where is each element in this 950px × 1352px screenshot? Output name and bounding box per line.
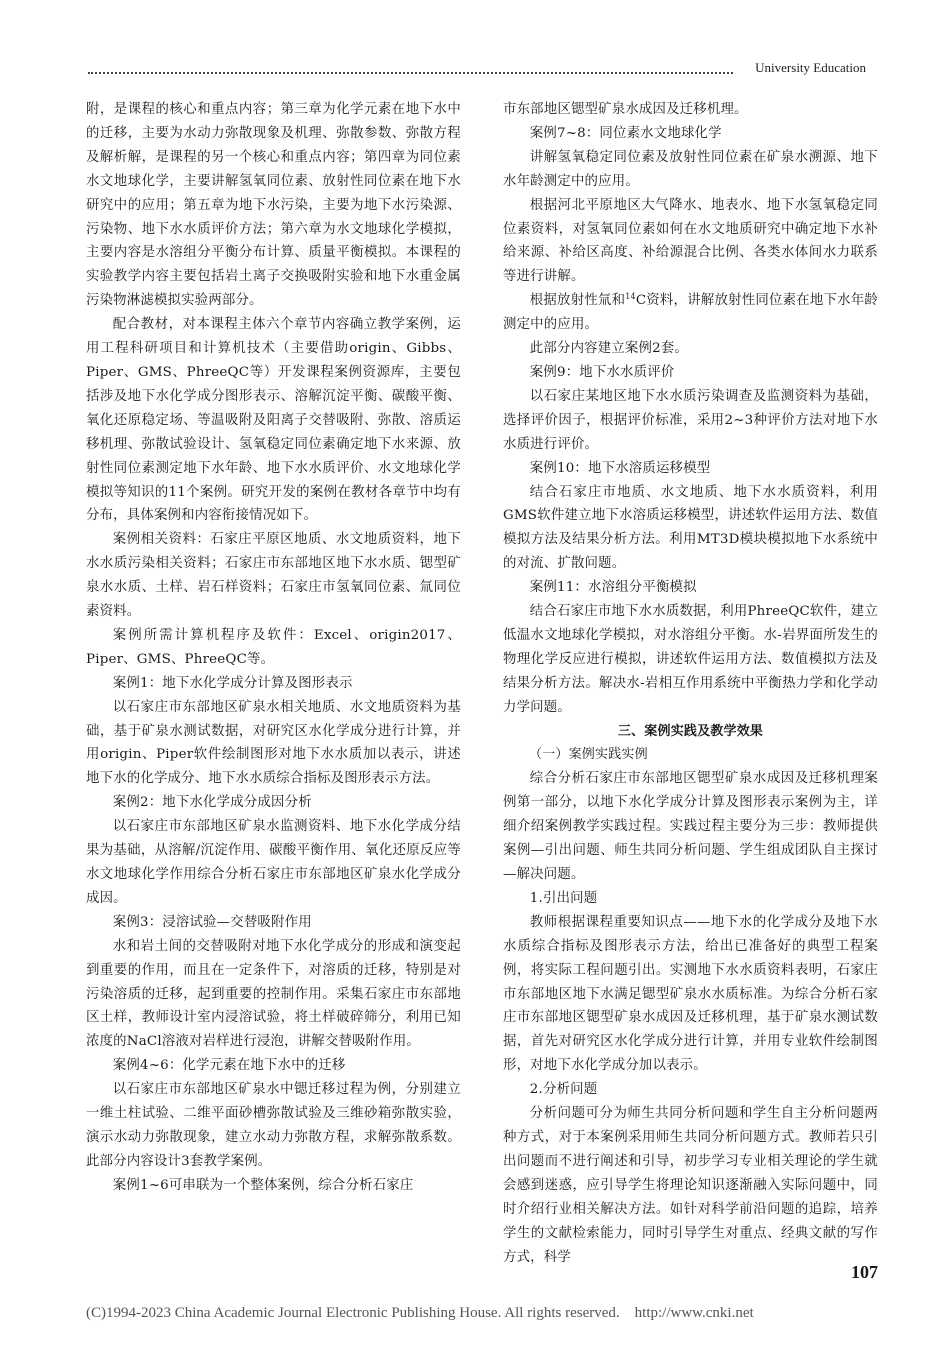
case-heading: 案例4~6：化学元素在地下水中的迁移 (112, 1058, 346, 1074)
paragraph: 结合石家庄市地质、水文地质、地下水水质资料，利用GMS软件建立地下水溶质运移模型，讲述软件运用方法、数值模拟方法及结果分析方法。利用MT3D模块模拟地下水系统中的对流、扩散问题。 (503, 484, 878, 572)
isotope-superscript: 14 (625, 292, 636, 302)
paragraph: 案例相关资料：石家庄平原区地质、水文地质资料，地下水水质污染相关资料；石家庄市东部地区地下水水质、锶型矿泉水水质、土样、岩石样资料；石家庄市氢氧同位素、氚同位素资料。 (86, 532, 461, 620)
case-heading: 案例11：水溶组分平衡模拟 (529, 580, 697, 596)
right-column (503, 98, 878, 1269)
paragraph: 案例所需计算机程序及软件：Excel、origin2017、Piper、GMS、PhreeQC等。 (86, 627, 461, 667)
paragraph: 根据河北平原地区大气降水、地表水、地下水氢氧稳定同位素资料，对氢氧同位素如何在水文地质研究中确定地下水补给来源、补给区高度、补给源混合比例、各类水体间水力联系等进行讲解。 (503, 197, 878, 285)
case-heading: 案例10：地下水溶质运移模型 (529, 460, 711, 476)
text-fragment: 根据放射性氚和 (529, 293, 626, 309)
paragraph: 附，是课程的核心和重点内容；第三章为化学元素在地下水中的迁移，主要为水动力弥散现象及机理、弥散参数、弥散方程及解析解，是课程的另一个核心和重点内容；第四章为同位素水文地球化学，主要讲解氢氧同位素、放射性同位素在地下水研究中的应用；第五章为地下水污染，主要为地下水污染源、污染物、地下水水质评价方法；第六章为水文地球化学模拟，主要内容是水溶组分平衡分布计算、质量平衡模拟。本课程的实验教学内容主要包括岩土离子交换吸附实验和地下水重金属污染物淋滤模拟实验两部分。 (86, 102, 461, 309)
paragraph: 讲解氢氧稳定同位素及放射性同位素在矿泉水溯源、地下水年龄测定中的应用。 (503, 149, 878, 189)
left-column (86, 98, 461, 1198)
page-number: 107 (851, 1262, 878, 1282)
paragraph: 结合石家庄市地下水水质数据，利用PhreeQC软件，建立低温水文地球化学模拟，对水溶组分平衡。水-岩界面所发生的物理化学反应进行模拟，讲述软件运用方法、数值模拟方法及结果分析方法。解决水-岩相互作用系统中平衡热力学和化学动力学问题。 (503, 604, 878, 715)
copyright-text: (C)1994-2023 China Academic Journal Electronic Publishing House. All rights reserved. (86, 1305, 620, 1321)
subsection-heading: （一）案例实践实例 (529, 747, 648, 763)
step-heading: 1.引出问题 (529, 890, 598, 906)
text-fragment: C资料，讲解放射性同位素在地下水年龄测定中的应用。 (503, 293, 878, 333)
case-heading: 案例2：地下水化学成分成因分析 (112, 795, 312, 811)
case-heading: 案例1：地下水化学成分计算及图形表示 (112, 675, 353, 691)
paragraph (503, 289, 878, 337)
paragraph: 案例1~6可串联为一个整体案例，综合分析石家庄 (112, 1177, 414, 1193)
copyright-footer (86, 1305, 754, 1322)
paragraph: 以石家庄市东部地区矿泉水相关地质、水文地质资料为基础，基于矿泉水测试数据，对研究区水化学成分进行计算，并用origin、Piper软件绘制图形对地下水水质加以表示，讲述地下水的化学成分、地下水水质综合指标及图形表示方法。 (86, 699, 461, 787)
section-heading: 三、案例实践及教学效果 (617, 723, 764, 739)
paragraph: 以石家庄市东部地区矿泉水中锶迁移过程为例，分别建立一维土柱试验、二维平面砂槽弥散试验及三维砂箱弥散实验，演示水动力弥散现象，建立水动力弥散方程，求解弥散系数。此部分内容设计3套教学案例。 (86, 1082, 461, 1169)
running-header (88, 58, 868, 80)
cnki-link[interactable]: http://www.cnki.net (634, 1305, 754, 1321)
header-dotted-rule (88, 72, 733, 74)
paragraph: 综合分析石家庄市东部地区锶型矿泉水成因及迁移机理案例第一部分，以地下水化学成分计算及图形表示案例为主，详细介绍案例教学实践过程。实践过程主要分为三步：教师提供案例—引出问题、师生共同分析问题、学生组成团队自主探讨—解决问题。 (503, 771, 878, 882)
paragraph: 市东部地区锶型矿泉水成因及迁移机理。 (503, 102, 748, 117)
journal-name: University Education (755, 60, 866, 75)
paragraph: 分析问题可分为师生共同分析问题和学生自主分析问题两种方式，对于本案例采用师生共同分析问题方式。教师若只引出问题而不进行阐述和引导，初步学习专业相关理论的学生就会感到迷惑，应引导学生将理论知识逐渐融入实际问题中，同时介绍行业相关解决方法。如针对科学前沿问题的追踪，培养学生的文献检索能力，同时引导学生对重点、经典文献的写作方式，科学 (503, 1106, 878, 1265)
paragraph: 以石家庄某地区地下水水质污染调查及监测资料为基础，选择评价因子，根据评价标准，采用2~3种评价方法对地下水水质进行评价。 (503, 388, 878, 452)
paragraph: 配合教材，对本课程主体六个章节内容确立教学案例，运用工程科研项目和计算机技术（主要借助origin、Gibbs、Piper、GMS、PhreeQC等）开发课程案例资源库，主要包括涉及地下水化学成分图形表示、溶解沉淀平衡、碳酸平衡、氧化还原稳定场、等温吸附及阳离子交替吸附、弥散、溶质运移机理、弥散试验设计、氢氧稳定同位素确定地下水来源、放射性同位素测定地下水年龄、地下水水质评价、水文地球化学模拟等知识的11个案例。研究开发的案例在教材各章节中均有分布，具体案例和内容衔接情况如下。 (86, 317, 461, 524)
paragraph: 教师根据课程重要知识点——地下水的化学成分及地下水水质综合指标及图形表示方法，给出已准备好的典型工程案例，将实际工程问题引出。实测地下水水质资料表明，石家庄市东部地区地下水满足锶型矿泉水水质标准。为综合分析石家庄市东部地区锶型矿泉水成因及迁移机理，基于矿泉水测试数据，首先对研究区水化学成分进行计算，并用专业软件绘制图形，对地下水化学成分加以表示。 (503, 914, 878, 1074)
paragraph: 水和岩土间的交替吸附对地下水化学成分的形成和演变起到重要的作用，而且在一定条件下，对溶质的迁移，特别是对污染溶质的迁移，起到重要的控制作用。采集石家庄市东部地区土样，教师设计室内浸溶试验，将土样破碎筛分，利用已知浓度的NaCl溶液对岩样进行浸泡，讲解交替吸附作用。 (86, 938, 461, 1050)
case-heading: 案例7~8：同位素水文地球化学 (529, 125, 722, 141)
step-heading: 2.分析问题 (529, 1082, 598, 1098)
case-heading: 案例3：浸溶试验—交替吸附作用 (112, 914, 312, 930)
case-heading: 案例9：地下水水质评价 (529, 364, 675, 380)
paragraph: 此部分内容建立案例2套。 (529, 341, 689, 357)
paragraph: 以石家庄市东部地区矿泉水监测资料、地下水化学成分结果为基础，从溶解/沉淀作用、碳酸平衡作用、氧化还原反应等水文地球化学作用综合分析石家庄市东部地区矿泉水化学成分成因。 (86, 819, 461, 906)
